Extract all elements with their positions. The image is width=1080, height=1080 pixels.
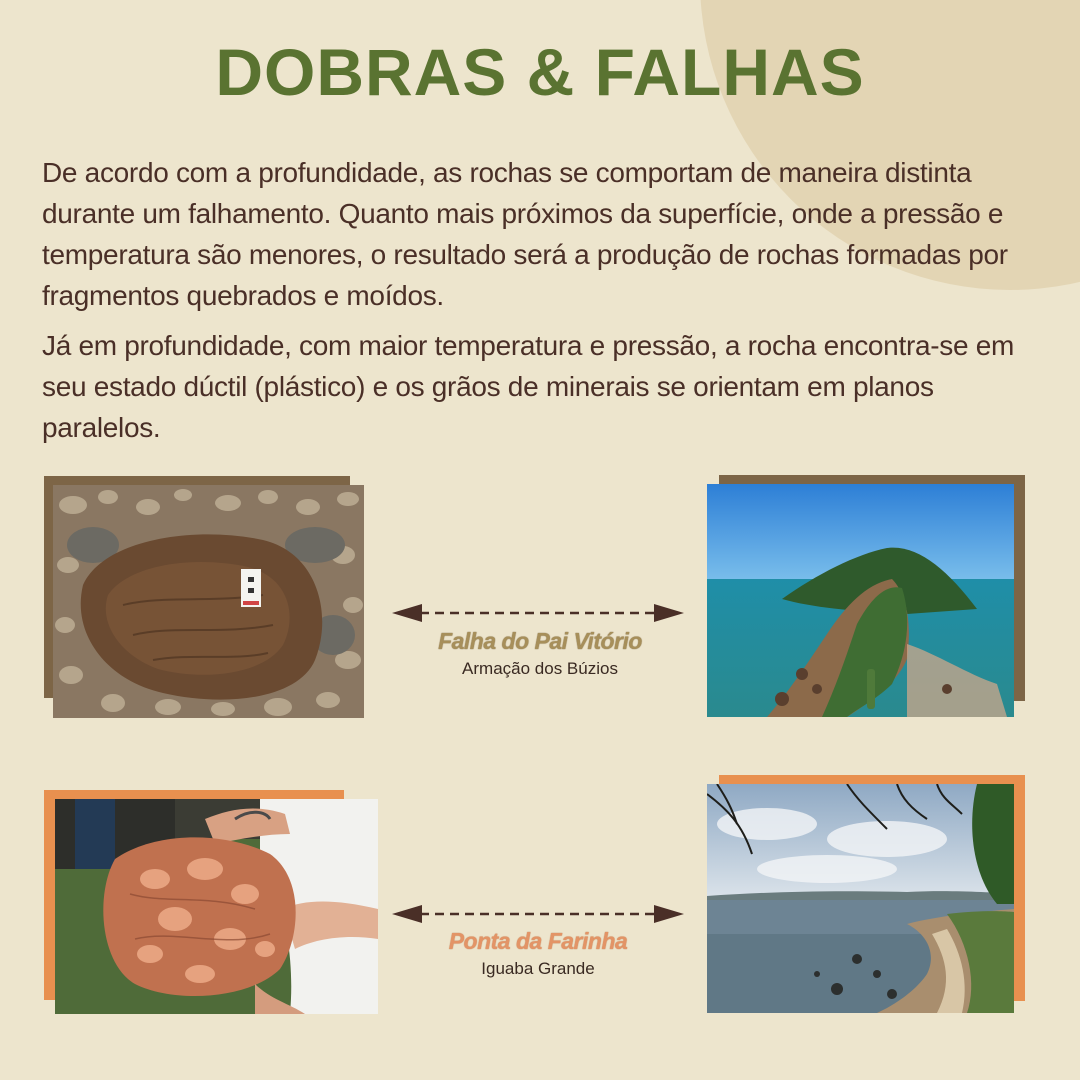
location-caption-1 xyxy=(394,628,686,679)
intro-paragraph: De acordo com a profundidade, as rochas se comportam de maneira distinta durante um falhamento. Quanto mais próximos da superfície, onde a pressão e temperatura são menores, o resultado será a produção de rochas formadas por fragmentos quebrados e moídos. xyxy=(42,157,1008,311)
location-name: Falha do Pai Vitório xyxy=(438,628,642,654)
location-place: Armação dos Búzios xyxy=(462,659,618,678)
double-arrow-2 xyxy=(392,901,684,927)
double-arrow-1 xyxy=(392,600,684,626)
rock-photo-frame xyxy=(44,476,364,718)
location-caption-2 xyxy=(392,928,684,979)
fault-rock-photo xyxy=(53,485,364,718)
pai-vitorio-coast-photo xyxy=(707,484,1014,717)
location-place: Iguaba Grande xyxy=(481,959,595,978)
hand-rock-photo-frame xyxy=(44,790,378,1014)
location-name: Ponta da Farinha xyxy=(448,928,628,954)
lagoon-photo-frame xyxy=(707,775,1025,1013)
page-title: DOBRAS & FALHAS xyxy=(215,35,865,109)
coast-photo-frame xyxy=(707,475,1025,717)
depth-paragraph: Já em profundidade, com maior temperatura e pressão, a rocha encontra-se em seu estado dúctil (plástico) e os grãos de minerais se orientam em planos paralelos. xyxy=(42,330,1015,443)
ponta-da-farinha-photo xyxy=(707,784,1014,1013)
breccia-hand-photo xyxy=(55,799,378,1014)
